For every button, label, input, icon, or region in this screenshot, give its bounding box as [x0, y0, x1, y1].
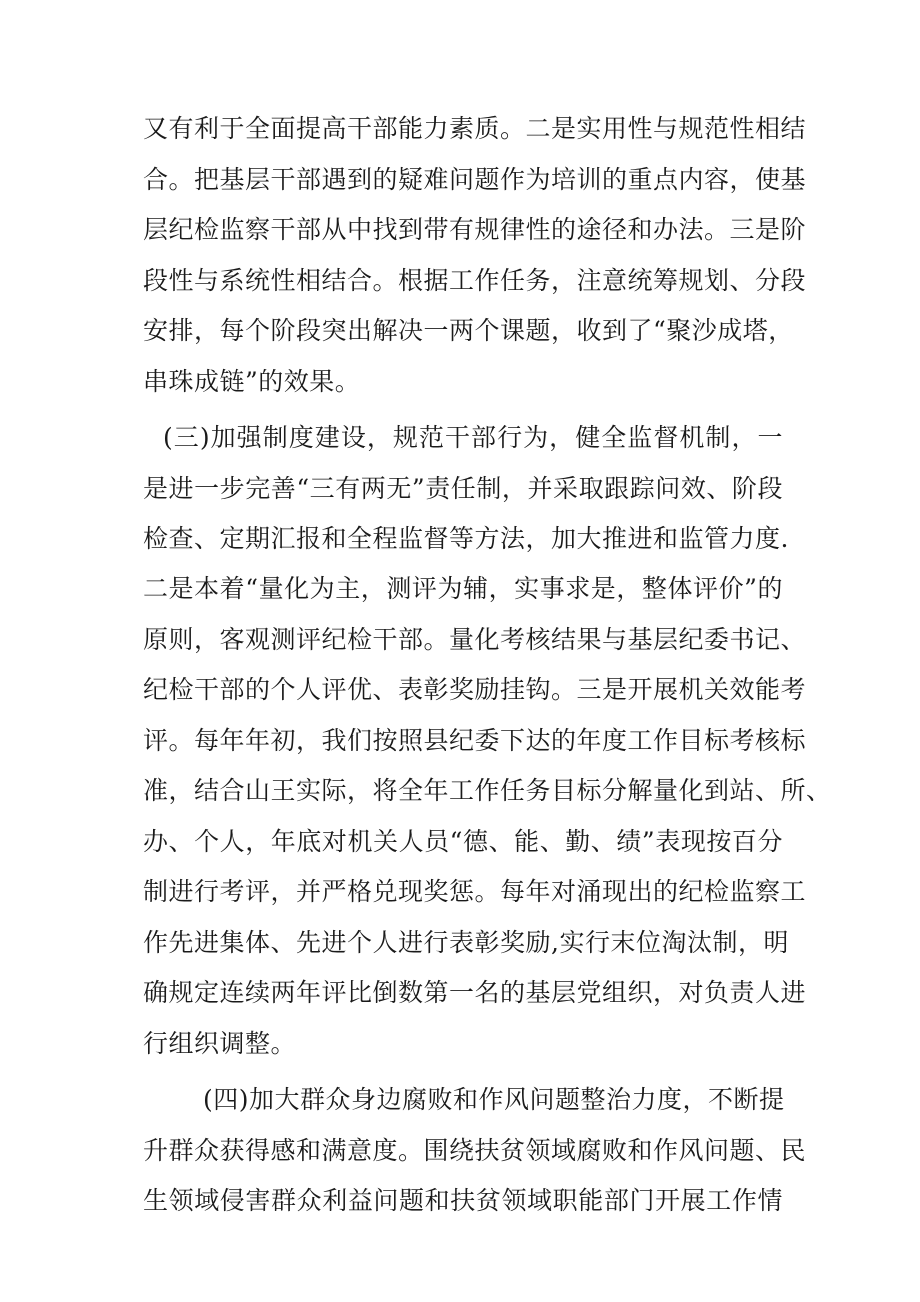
text-line: 纪检干部的个人评优、表彰奖励挂钩。三是开展机关效能考	[143, 675, 807, 704]
text-line: 合。把基层干部遇到的疑难问题作为培训的重点内容，使基	[143, 165, 807, 194]
text-line: 层纪检监察干部从中找到带有规律性的途径和办法。三是阶	[143, 215, 807, 244]
text-line: 评。每年年初，我们按照县纪委下达的年度工作目标考核标	[143, 726, 807, 755]
paragraph-heading-line: (四)加大群众身边腐败和作风问题整治力度，不断提	[203, 1085, 785, 1114]
text-line: 制进行考评，并严格兑现奖惩。每年对涌现出的纪检监察工	[143, 877, 807, 906]
text-line: 生领域侵害群众利益问题和扶贫领域职能部门开展工作情	[143, 1186, 783, 1215]
text-line: 原则，客观测评纪检干部。量化考核结果与基层纪委书记、	[143, 625, 807, 654]
text-line: 准，结合山王实际，将全年工作任务目标分解量化到站、所、	[143, 776, 832, 805]
paragraph-heading-line: (三)加强制度建设，规范干部行为，健全监督机制，一	[163, 423, 783, 452]
text-line: 是进一步完善“三有两无”责任制，并采取跟踪问效、阶段	[143, 474, 783, 503]
text-line: 行组织调整。	[143, 1029, 297, 1058]
text-line: 确规定连续两年评比倒数第一名的基层党组织，对负责人进	[143, 978, 807, 1007]
text-line: 串珠成链”的效果。	[143, 367, 361, 396]
text-line: 安排，每个阶段突出解决一两个课题，收到了“聚沙成塔，	[143, 316, 794, 345]
text-line: 作先进集体、先进个人进行表彰奖励,实行末位淘汰制，明	[143, 928, 789, 957]
text-line: 检查、定期汇报和全程监督等方法，加大推进和监管力度.	[143, 524, 789, 553]
text-line: 又有利于全面提高干部能力素质。二是实用性与规范性相结	[143, 114, 807, 143]
text-line: 二是本着“量化为主，测评为辅，实事求是，整体评价”的	[143, 574, 783, 603]
text-line: 升群众获得感和满意度。围绕扶贫领域腐败和作风问题、民	[143, 1136, 807, 1165]
text-line: 办、个人，年底对机关人员“德、能、勤、绩”表现按百分	[143, 827, 783, 856]
text-line: 段性与系统性相结合。根据工作任务，注意统筹规划、分段	[143, 266, 807, 295]
